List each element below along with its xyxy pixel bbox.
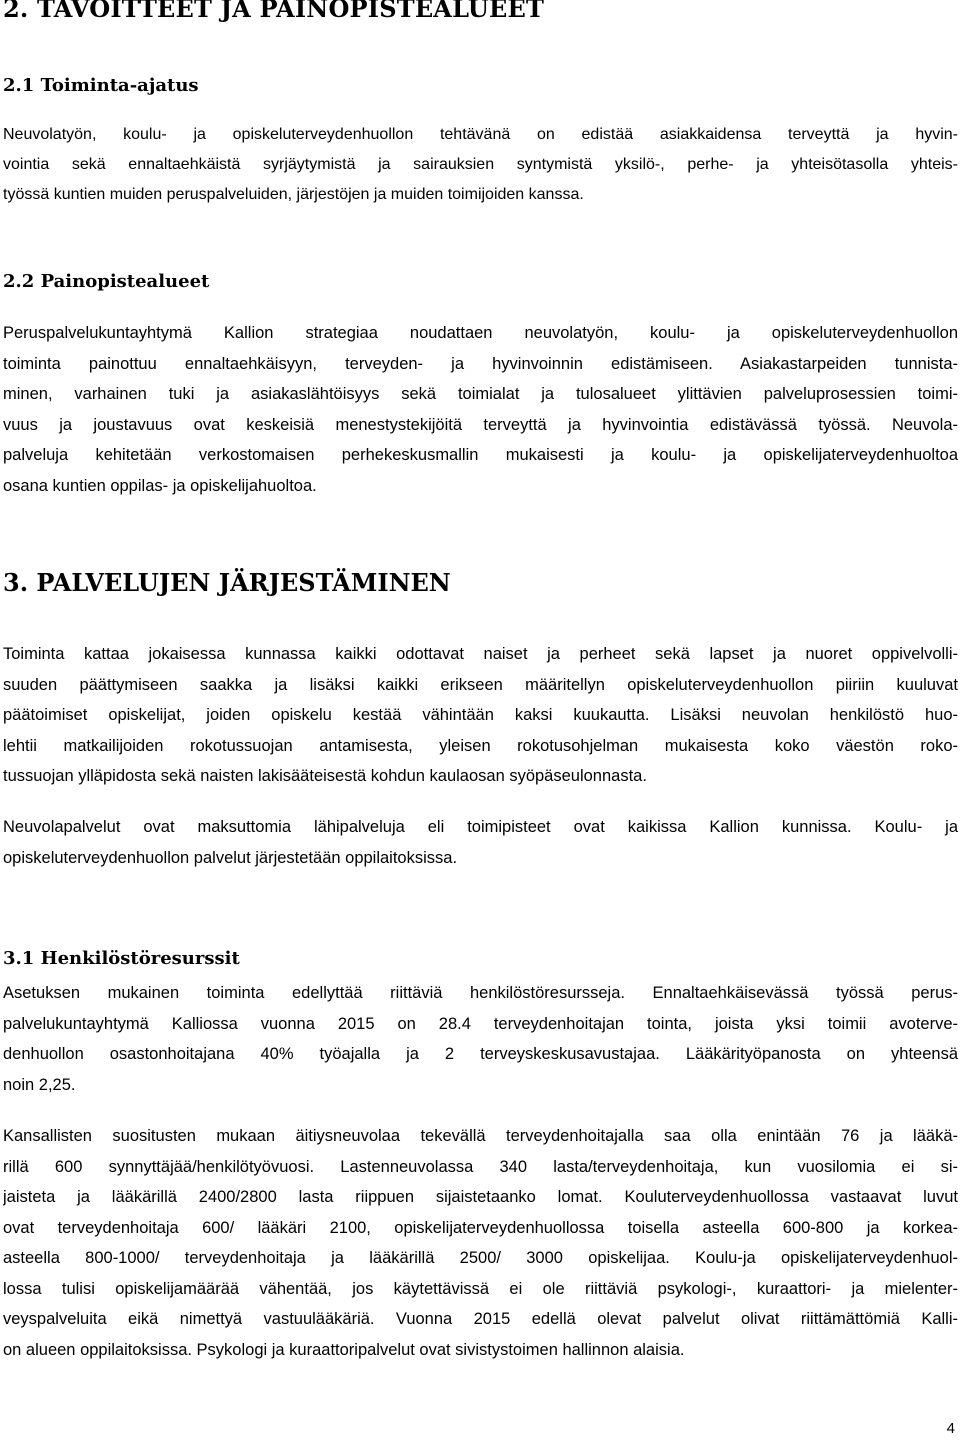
text-line: noin 2,25.	[3, 1075, 76, 1094]
text-line: Neuvolapalvelut ovat maksuttomia lähipalveluja eli toimipisteet ovat kaikissa Kallion kunnissa. Koulu- ja	[3, 818, 958, 836]
paragraph-neuvolapalvelut	[3, 812, 958, 873]
text-line: Peruspalvelukuntayhtymä Kallion strategiaa noudattaen neuvolatyön, koulu- ja opiskeluterveydenhuollon	[3, 324, 958, 342]
section-heading-2-1: 2.1 Toiminta-ajatus	[3, 75, 199, 96]
text-line: päätoimiset opiskelijat, joiden opiskelu kestää vähintään kaksi kuukautta. Lisäksi neuvolan henkilöstö huo-	[3, 706, 958, 724]
text-line: ovat terveydenhoitaja 600/ lääkäri 2100, opiskelijaterveydenhuollossa toisella asteella 600-800 ja korkea-	[3, 1218, 958, 1237]
chapter-heading-3: 3. PALVELUJEN JÄRJESTÄMINEN	[3, 568, 451, 597]
text-line: työssä kuntien muiden peruspalveluiden, järjestöjen ja muiden toimijoiden kanssa.	[3, 186, 584, 203]
text-line: opiskeluterveydenhuollon palvelut järjestetään oppilaitoksissa.	[3, 848, 458, 867]
paragraph-henkilostoresurssit	[3, 978, 958, 1100]
text-line: minen, varhainen tuki ja asiakaslähtöisyys sekä toimialat ja tulosalueet ylittävien palveluprosessien toimi-	[3, 385, 958, 403]
text-line: lehtii matkailijoiden rokotussuojan antamisesta, yleisen rokotusohjelman mukaisesta koko väestön roko-	[3, 736, 958, 755]
text-line: Kansallisten suositusten mukaan äitiysneuvolaa tekevällä terveydenhoitajalla saa olla enintään 76 ja lääkä-	[3, 1127, 958, 1145]
text-line: vointia sekä ennaltaehkäistä syrjäytymistä ja sairauksien syntymistä yksilö-, perhe- ja yhteisötasolla yhteis-	[3, 156, 958, 173]
text-line: veyspalveluita eikä nimettyä vastuulääkäriä. Vuonna 2015 edellä olevat palvelut olivat riittämättömiä Kalli-	[3, 1310, 958, 1328]
text-line: vuus ja joustavuus ovat keskeisiä menestystekijöitä terveyttä ja hyvinvointia edistävässä työssä. Neuvola-	[3, 415, 958, 434]
text-line: jaisteta ja lääkärillä 2400/2800 lasta riippuen sijaistetaanko lomat. Kouluterveydenhuollossa vastaavat luvut	[3, 1188, 958, 1206]
text-line: Neuvolatyön, koulu- ja opiskeluterveydenhuollon tehtävänä on edistää asiakkaidensa terveyttä ja hyvin-	[3, 126, 958, 143]
text-line: on alueen oppilaitoksissa. Psykologi ja kuraattoripalvelut ovat sivistystoimen hallinnon alaisia.	[3, 1340, 685, 1359]
section-heading-2-2: 2.2 Painopistealueet	[3, 271, 210, 292]
text-line: denhuollon osastonhoitajana 40% työajalla ja 2 terveyskeskusavustajaa. Lääkärityöpanosta on yhteensä	[3, 1045, 958, 1063]
text-line: palveluja kehitetään verkostomaisen perhekeskusmallin mukaisesti ja koulu- ja opiskelijaterveydenhuoltoa	[3, 446, 958, 464]
paragraph-toiminta-kattaa	[3, 639, 958, 792]
text-line: asteella 800-1000/ terveydenhoitaja ja lääkärillä 2500/ 3000 opiskelijaa. Koulu-ja opiskelijaterveydenhuol-	[3, 1249, 958, 1267]
page-number: 4	[946, 1420, 955, 1437]
text-line: Toiminta kattaa jokaisessa kunnassa kaikki odottavat naiset ja perheet sekä lapset ja nuoret oppivelvolli-	[3, 645, 958, 663]
text-line: osana kuntien oppilas- ja opiskelijahuoltoa.	[3, 476, 317, 495]
section-heading-3-1: 3.1 Henkilöstöresurssit	[3, 948, 240, 969]
text-line: palvelukuntayhtymä Kalliossa vuonna 2015 on 28.4 terveydenhoitajan tointa, joista yksi toimii avoterve-	[3, 1014, 958, 1033]
text-line: Asetuksen mukainen toiminta edellyttää riittäviä henkilöstöresursseja. Ennaltaehkäisevässä työssä perus-	[3, 984, 958, 1002]
paragraph-painopistealueet	[3, 318, 958, 501]
text-line: rillä 600 synnyttäjää/henkilötyövuosi. Lastenneuvolassa 340 lasta/terveydenhoitaja, kun vuosilomia ei si-	[3, 1157, 958, 1176]
paragraph-toiminta-ajatus	[3, 120, 958, 210]
text-line: lossa tulisi opiskelijamäärää vähentää, jos käytettävissä ei ole riittäviä psykologi-, kuraattori- ja mielenter-	[3, 1279, 958, 1298]
text-line: tussuojan ylläpidosta sekä naisten lakisääteisestä kohdun kaulaosan syöpäseulonnasta.	[3, 767, 647, 785]
text-line: toiminta painottuu ennaltaehkäisyyn, terveyden- ja hyvinvoinnin edistämiseen. Asiakastarpeiden tunnista-	[3, 354, 958, 373]
section-heading-2: 2. TAVOITTEET JA PAINOPISTEALUEET	[3, 0, 545, 23]
paragraph-kansalliset-suositukset	[3, 1121, 958, 1365]
text-line: suuden päättymiseen saakka ja lisäksi kaikki erikseen määritellyn opiskeluterveydenhuollon piiriin kuuluvat	[3, 675, 958, 694]
